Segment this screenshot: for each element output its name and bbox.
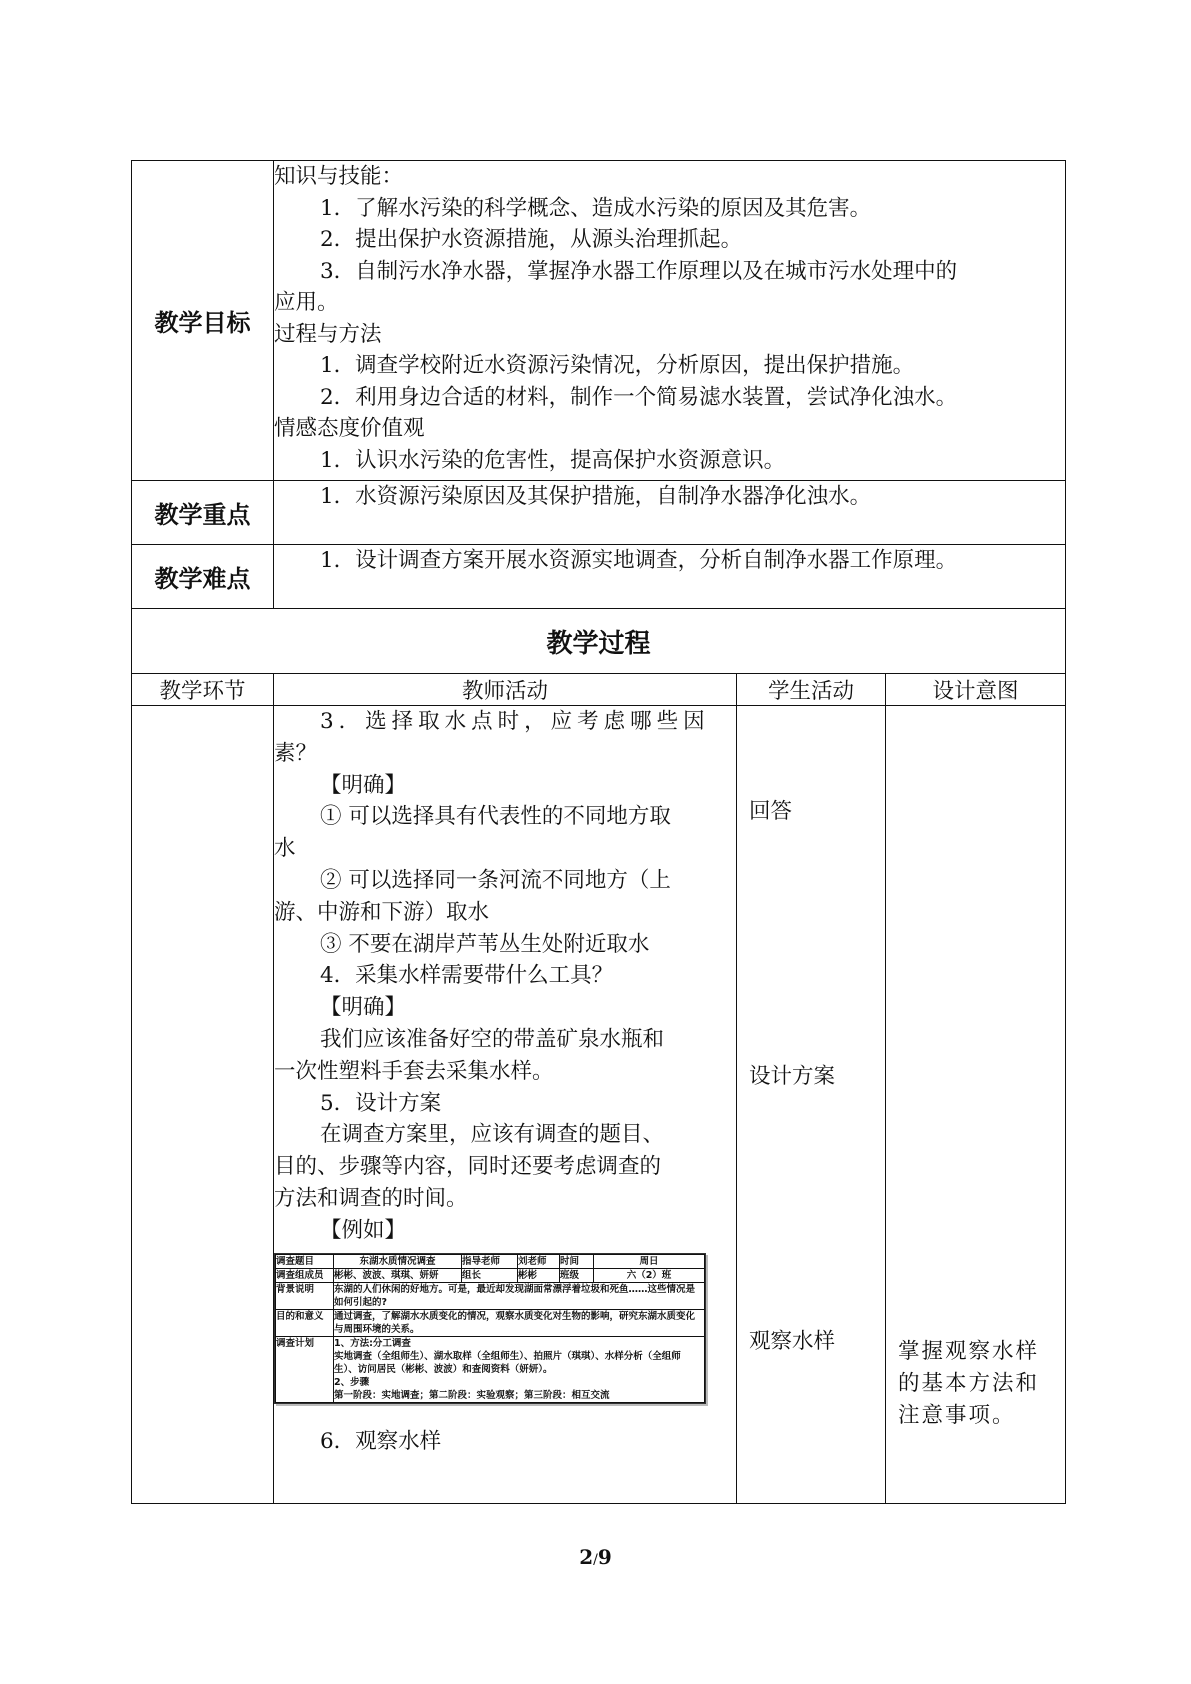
key-points-label: 教学重点 xyxy=(132,481,274,545)
example-plan-line: 2、步骤 xyxy=(334,1376,370,1388)
process-title: 教学过程 xyxy=(132,609,1066,674)
teacher-line: 3．选择取水点时，应考虑哪些因 xyxy=(320,709,710,734)
teacher-line: ② 可以选择同一条河流不同地方（上 xyxy=(320,867,671,893)
example-plan-line: 1、方法:分工调查 xyxy=(334,1337,411,1349)
header-teacher-activity: 教师活动 xyxy=(274,674,737,706)
example-cell: 彬彬 xyxy=(518,1268,560,1282)
example-row-plan xyxy=(276,1336,705,1402)
design-intent-text: 掌握观察水样的基本方法和注意事项。 xyxy=(898,1339,1040,1428)
teacher-line: 方法和调查的时间。 xyxy=(274,1185,468,1211)
header-design-intent: 设计意图 xyxy=(886,674,1066,706)
design-intent-cell xyxy=(886,706,1066,1504)
student-activity-observe: 观察水样 xyxy=(749,1329,836,1354)
teacher-line: 4．采集水样需要带什么工具？ xyxy=(320,963,614,989)
key-points-text: 1．水资源污染原因及其保护措施，自制净水器净化浊水。 xyxy=(320,484,872,509)
objective-line: 1．了解水污染的科学概念、造成水污染的原因及其危害。 xyxy=(320,195,872,221)
example-plan-line: 实地调查（全组师生）、湖水取样（全组师生）、拍照片（琪琪）、水样分析（全组师生）、访问居民（彬彬、波波）和查阅资料（妍妍）。 xyxy=(334,1350,681,1375)
example-cell: 六（2）班 xyxy=(594,1268,705,1282)
header-student-activity: 学生活动 xyxy=(737,674,886,706)
example-cell: 周日 xyxy=(594,1254,705,1268)
example-cell: 通过调查，了解湖水水质变化的情况，观察水质变化对生物的影响，研究东湖水质变化与周围环境的关系。 xyxy=(334,1309,705,1336)
difficulties-row xyxy=(132,545,1066,609)
objectives-row xyxy=(132,161,1066,481)
teacher-line: 目的、步骤等内容，同时还要考虑调查的 xyxy=(274,1154,662,1180)
teacher-line: ① 可以选择具有代表性的不同地方取 xyxy=(320,804,671,830)
example-cell: 组长 xyxy=(462,1268,518,1282)
objective-line: 情感态度价值观 xyxy=(274,416,425,441)
example-cell xyxy=(334,1336,705,1402)
process-header-row xyxy=(132,674,1066,706)
page-number xyxy=(0,1545,1191,1569)
example-row-members xyxy=(276,1268,705,1282)
objective-line: 2．提出保护水资源措施，从源头治理抓起。 xyxy=(320,227,743,252)
objective-line: 知识与技能： xyxy=(274,164,404,189)
example-cell: 刘老师 xyxy=(518,1254,560,1268)
example-cell: 调查组成员 xyxy=(276,1268,334,1282)
objective-line: 1．调查学校附近水资源污染情况，分析原因，提出保护措施。 xyxy=(320,353,915,378)
objectives-content xyxy=(274,161,1066,481)
page-current: 2 xyxy=(579,1545,594,1569)
teacher-line: 素？ xyxy=(274,740,318,766)
page-total: 9 xyxy=(597,1545,612,1569)
example-row-purpose xyxy=(276,1309,705,1336)
example-cell: 指导老师 xyxy=(462,1254,518,1268)
objective-line: 3．自制污水净水器，掌握净水器工作原理以及在城市污水处理中的 xyxy=(320,258,958,284)
student-activity-cell xyxy=(737,706,886,1504)
objectives-label: 教学目标 xyxy=(132,161,274,481)
teacher-line: 在调查方案里，应该有调查的题目、 xyxy=(320,1122,665,1148)
example-plan-line: 第一阶段：实地调查；第二阶段：实验观察；第三阶段：相互交流 xyxy=(334,1389,610,1401)
header-stage: 教学环节 xyxy=(132,674,274,706)
objective-line: 2．利用身边合适的材料，制作一个简易滤水装置，尝试净化浊水。 xyxy=(320,384,958,410)
example-row-topic xyxy=(276,1254,705,1268)
example-cell: 目的和意义 xyxy=(276,1309,334,1336)
objective-line: 1．认识水污染的危害性，提高保护水资源意识。 xyxy=(320,447,786,473)
teacher-line: 一次性塑料手套去采集水样。 xyxy=(274,1058,554,1084)
objective-line: 过程与方法 xyxy=(274,321,382,347)
lesson-plan-table xyxy=(131,160,1066,1504)
teacher-line: 【例如】 xyxy=(320,1217,407,1243)
example-cell: 东湖水质情况调查 xyxy=(334,1254,462,1268)
example-cell: 背景说明 xyxy=(276,1282,334,1309)
teacher-activity-cell xyxy=(274,706,737,1504)
page-separator: / xyxy=(593,1552,598,1568)
key-points-content xyxy=(274,481,1066,545)
teacher-line: 【明确】 xyxy=(320,995,407,1021)
example-cell: 调查题目 xyxy=(276,1254,334,1268)
example-cell: 东湖的人们休闲的好地方。可是，最近却发现湖面常漂浮着垃圾和死鱼……这些情况是如何引起的? xyxy=(334,1282,705,1309)
process-content-row xyxy=(132,706,1066,1504)
teacher-line: 【明确】 xyxy=(320,772,407,798)
example-cell: 班级 xyxy=(560,1268,594,1282)
example-table xyxy=(275,1254,705,1403)
example-cell: 调查计划 xyxy=(276,1336,334,1402)
key-points-row xyxy=(132,481,1066,545)
example-survey-plan xyxy=(274,1253,706,1404)
teacher-line: 水 xyxy=(274,836,296,862)
example-cell: 时间 xyxy=(560,1254,594,1268)
example-cell: 彬彬、波波、琪琪、妍妍 xyxy=(334,1268,462,1282)
difficulties-text: 1．设计调查方案开展水资源实地调查，分析自制净水器工作原理。 xyxy=(320,548,958,573)
process-title-row xyxy=(132,609,1066,674)
difficulties-label: 教学难点 xyxy=(132,545,274,609)
example-row-background xyxy=(276,1282,705,1309)
difficulties-content xyxy=(274,545,1066,609)
student-activity-design: 设计方案 xyxy=(749,1064,836,1089)
teacher-line: 6．观察水样 xyxy=(320,1428,442,1454)
teacher-line: 我们应该准备好空的带盖矿泉水瓶和 xyxy=(320,1026,665,1052)
teacher-line: ③ 不要在湖岸芦苇丛生处附近取水 xyxy=(320,931,650,957)
objective-line: 应用。 xyxy=(274,290,339,315)
teacher-line: 5．设计方案 xyxy=(320,1090,442,1116)
stage-cell xyxy=(132,706,274,1504)
student-activity-answer: 回答 xyxy=(749,799,793,824)
teacher-line: 游、中游和下游）取水 xyxy=(274,899,490,925)
